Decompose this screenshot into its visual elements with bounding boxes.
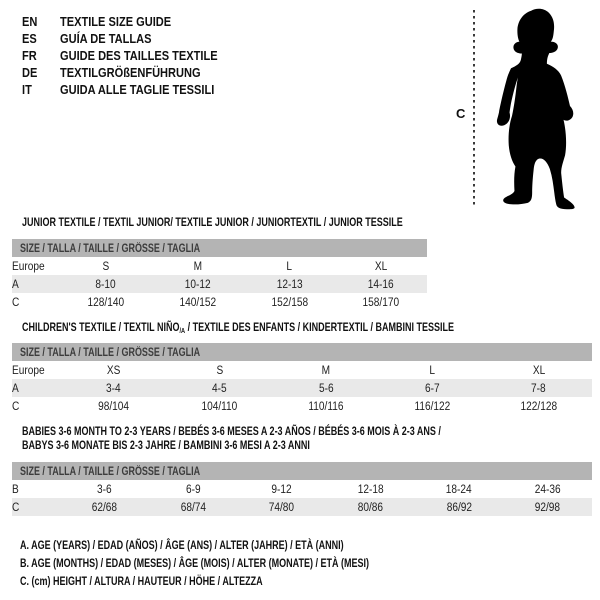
cell-value: M <box>321 365 331 377</box>
size-header-band <box>12 462 592 480</box>
footnote-b <box>20 554 485 572</box>
table-row-height <box>12 293 427 311</box>
language-label: GUIDA ALLE TAGLIE TESSILI <box>60 82 215 97</box>
cell-value: 68/74 <box>180 502 206 514</box>
language-label: TEXTILGRÖßENFÜHRUNG <box>60 65 201 80</box>
cell-value: 104/110 <box>201 401 238 413</box>
title-suffix: / TEXTILE DES ENFANTS / KINDERTEXTIL / BAMBINI TESSILE <box>185 320 454 334</box>
language-label: GUIDE DES TAILLES TEXTILE <box>60 48 218 63</box>
size-header-label: SIZE / TALLA / TAILLE / GRÖSSE / TAGLIA <box>20 243 201 255</box>
footnote-text: C. (cm) HEIGHT / ALTURA / HAUTEUR / HÖHE / ALTEZZA <box>20 574 263 588</box>
table-row-age <box>12 379 592 397</box>
cell-value: XL <box>532 365 545 377</box>
size-header-label: SIZE / TALLA / TAILLE / GRÖSSE / TAGLIA <box>20 466 201 478</box>
cell-value: 98/104 <box>97 401 129 413</box>
junior-table-title-text: JUNIOR TEXTILE / TEXTIL JUNIOR/ TEXTILE JUNIOR / JUNIORTEXTIL / JUNIOR TESSILE <box>22 215 403 229</box>
table-row-height <box>12 498 592 516</box>
cell-value: M <box>193 261 202 273</box>
size-header-band <box>12 343 592 361</box>
language-code: FR <box>22 48 37 63</box>
cell-value: 62/68 <box>91 502 117 514</box>
footnote-text: A. AGE (YEARS) / EDAD (AÑOS) / ÂGE (ANS) / ALTER (JAHRE) / ETÀ (ANNI) <box>20 538 344 552</box>
title-subscript: /A <box>179 326 186 335</box>
row-label: C <box>12 401 20 413</box>
language-row <box>22 65 462 82</box>
table-row-europe <box>12 257 427 275</box>
cell-value: 92/98 <box>534 502 561 514</box>
cell-value: 8-10 <box>95 279 117 291</box>
language-code: ES <box>22 31 37 46</box>
dotted-measure-line <box>473 10 475 207</box>
row-label: A <box>12 383 19 395</box>
babies-title-line2: BABYS 3-6 MONATE BIS 2-3 JAHRE / BAMBINI 3-6 MESI A 2-3 ANNI <box>22 438 310 452</box>
cell-value: L <box>286 261 293 273</box>
cell-value: XS <box>106 365 120 377</box>
cell-value: S <box>216 365 223 377</box>
row-label: A <box>12 279 19 291</box>
footnote-a <box>20 536 452 554</box>
babies-size-table <box>12 462 592 516</box>
cell-value: 14-16 <box>368 279 395 291</box>
baby-silhouette-icon <box>484 6 598 212</box>
cell-value: 122/128 <box>520 401 558 413</box>
junior-table-title <box>22 215 530 229</box>
language-label: GUÍA DE TALLAS <box>60 31 152 46</box>
language-code: IT <box>22 82 32 97</box>
children-size-table <box>12 343 592 415</box>
cell-value: 140/152 <box>179 297 216 309</box>
cell-value: 80/86 <box>357 502 383 514</box>
footnote-c <box>20 572 344 590</box>
footnote-text: B. AGE (MONTHS) / EDAD (MESES) / ÂGE (MOIS) / ALTER (MONATE) / ETÀ (MESI) <box>20 556 369 570</box>
language-row <box>22 31 462 48</box>
language-code: EN <box>22 14 38 29</box>
cell-value: XL <box>374 261 388 273</box>
babies-title-line1: BABIES 3-6 MONTH TO 2-3 YEARS / BEBÉS 3-6 MESES A 2-3 AÑOS / BÉBÉS 3-6 MOIS À 2-3 ANS / <box>22 424 441 438</box>
babies-table-title <box>22 424 581 452</box>
cell-value: 3-6 <box>97 484 112 496</box>
children-table-title-text <box>22 320 454 338</box>
cell-value: L <box>429 365 436 377</box>
cell-value: 12-18 <box>357 484 384 496</box>
size-header-label: SIZE / TALLA / TAILLE / GRÖSSE / TAGLIA <box>20 347 201 359</box>
cell-value: 158/170 <box>362 297 400 309</box>
children-table-title <box>22 320 598 338</box>
table-row-height <box>12 397 592 415</box>
cell-value: 24-36 <box>534 484 561 496</box>
language-row <box>22 14 462 31</box>
cell-value: 110/116 <box>308 401 344 413</box>
cell-value: 86/92 <box>446 502 472 514</box>
title-prefix: CHILDREN'S TEXTILE / TEXTIL NIÑO <box>22 320 180 334</box>
cell-value: 74/80 <box>268 502 295 514</box>
cell-value: 10-12 <box>184 279 211 291</box>
cell-value: 12-13 <box>276 279 303 291</box>
cell-value: 9-12 <box>271 484 292 496</box>
table-row-europe <box>12 361 592 379</box>
language-code: DE <box>22 65 38 80</box>
cell-value: 18-24 <box>445 484 472 496</box>
table-row-age-months <box>12 480 592 498</box>
cell-value: 5-6 <box>318 383 334 395</box>
cell-value: 116/122 <box>414 401 451 413</box>
cell-value: 4-5 <box>212 383 227 395</box>
language-row <box>22 82 462 99</box>
table-row-age <box>12 275 427 293</box>
cell-value: 3-4 <box>105 383 121 395</box>
junior-size-table <box>12 239 427 311</box>
cell-value: 7-8 <box>531 383 547 395</box>
row-label: B <box>12 484 19 496</box>
language-row <box>22 48 462 65</box>
height-measure-label: C <box>456 106 466 121</box>
cell-value: 128/140 <box>87 297 125 309</box>
cell-value: 6-7 <box>425 383 440 395</box>
language-label: TEXTILE SIZE GUIDE <box>60 14 172 29</box>
row-label: Europe <box>12 365 45 377</box>
cell-value: 6-9 <box>185 484 201 496</box>
cell-value: S <box>102 261 110 273</box>
size-header-band <box>12 239 427 257</box>
cell-value: 152/158 <box>271 297 308 309</box>
row-label: C <box>12 502 20 514</box>
row-label: C <box>12 297 20 309</box>
row-label: Europe <box>12 261 45 273</box>
